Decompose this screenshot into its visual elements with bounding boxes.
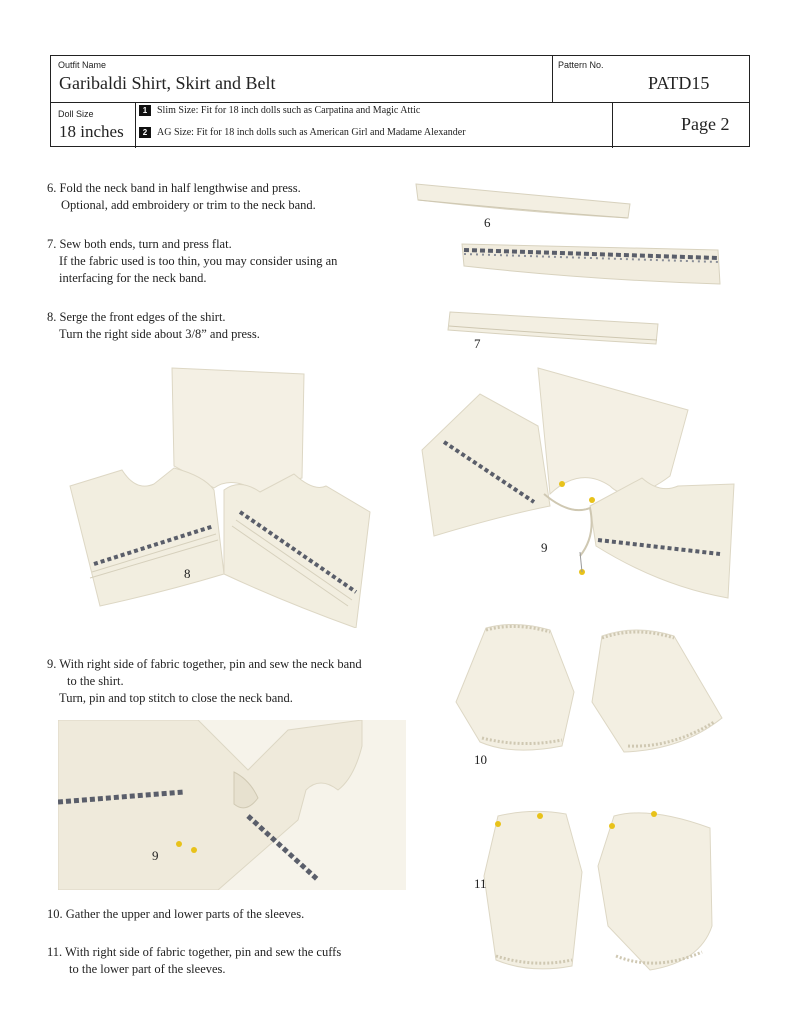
step-text: 7. Sew both ends, turn and press flat. [47,237,232,251]
pattern-no: PATD15 [648,73,710,93]
step-11 [47,944,341,978]
step-text: 10. Gather the upper and lower parts of the sleeves. [47,907,305,921]
step-text: to the lower part of the sleeves. [69,962,226,976]
caption-9-closeup: 9 [152,848,159,863]
caption-9: 9 [541,540,548,555]
caption-7: 7 [474,336,481,351]
step-text: 6. Fold the neck band in half lengthwise and press. [47,181,301,195]
outfit-name-label: Outfit Name [58,60,107,70]
size-number-badge: 2 [139,127,151,138]
size-option-ag [139,127,466,138]
step-text: Turn the right side about 3/8” and press. [59,327,260,341]
caption-6: 6 [484,215,491,230]
photo-neckband-pinned [420,366,738,602]
step-text: If the fabric used is too thin, you may consider using an [59,254,338,268]
photo-neckband-folded [412,180,634,222]
step-8 [47,309,260,343]
step-text: Turn, pin and top stitch to close the neck band. [59,691,293,705]
doll-size-label: Doll Size [58,109,94,119]
header-divider [552,56,553,102]
page-number: Page 2 [681,114,730,134]
step-7 [47,236,337,287]
step-10 [47,906,304,923]
outfit-name: Garibaldi Shirt, Skirt and Belt [59,73,276,93]
size-option-text: Slim Size: Fit for 18 inch dolls such as Carpatina and Magic Attic [157,105,421,116]
header-divider [135,102,136,148]
step-text: 11. With right side of fabric together, pin and sew the cuffs [47,945,342,959]
step-text: 9. With right side of fabric together, pin and sew the neck band [47,657,362,671]
header-divider [612,102,613,148]
photo-sleeves-gathered [452,622,732,760]
doll-size: 18 inches [59,122,124,141]
size-number-badge: 1 [139,105,151,116]
pattern-header [50,55,750,147]
step-text: interfacing for the neck band. [59,271,207,285]
step-6 [47,180,316,214]
size-option-text: AG Size: Fit for 18 inch dolls such as American Girl and Madame Alexander [157,127,466,138]
step-text: Optional, add embroidery or trim to the neck band. [61,198,316,212]
size-option-slim [139,105,420,116]
step-9 [47,656,362,707]
caption-10: 10 [474,752,487,767]
photo-neckband-trim [460,240,722,288]
photo-shirt-front-pieces [64,366,400,628]
photo-neckband-closeup [58,720,406,890]
caption-11: 11 [474,876,487,891]
pattern-no-label: Pattern No. [558,60,604,70]
step-text: to the shirt. [67,674,124,688]
step-text: 8. Serge the front edges of the shirt. [47,310,226,324]
caption-8: 8 [184,566,191,581]
photo-cuffs-pinned [480,806,720,974]
